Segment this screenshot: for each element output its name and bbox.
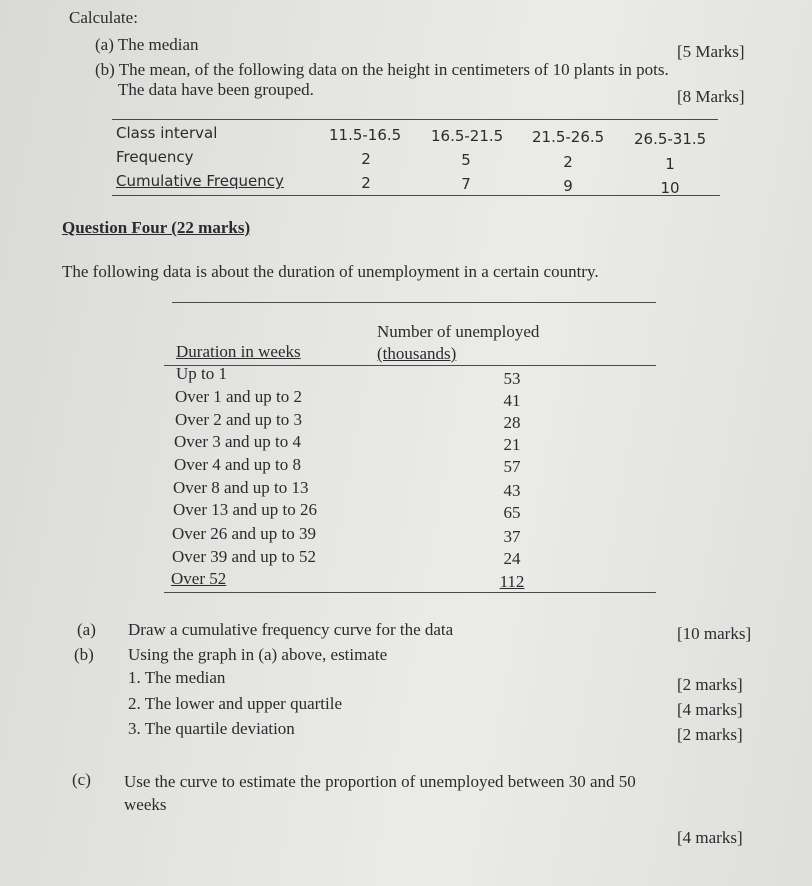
question-b-label: (b) — [74, 645, 94, 664]
table2-duration: Over 39 and up to 52 — [172, 547, 317, 566]
table2-duration: Over 1 and up to 2 — [175, 387, 303, 406]
question-a-text: Draw a cumulative frequency curve for the data — [128, 620, 454, 639]
question-a-label: (a) — [77, 620, 96, 639]
table1-label-class-interval: Class interval — [116, 124, 218, 142]
part-b-text: (b) The mean, of the following data on the height in centimeters of 10 plants in pots. — [95, 60, 669, 79]
part-a-text: (a) The median — [95, 35, 199, 54]
question-b-item-2: 2. The lower and upper quartile — [128, 694, 343, 713]
table2-count: 37 — [503, 527, 521, 546]
table1-cell: 21.5-26.5 — [532, 128, 605, 146]
table2-bottom-rule — [164, 592, 656, 593]
table2-duration: Over 2 and up to 3 — [175, 410, 303, 429]
table2-duration: Over 8 and up to 13 — [173, 478, 309, 497]
table2-duration: Up to 1 — [176, 364, 227, 383]
question-c-text-line2: weeks — [124, 795, 167, 814]
table1-cell: 9 — [563, 177, 573, 195]
table2-count: 65 — [503, 503, 521, 522]
table1-bottom-rule — [112, 195, 720, 196]
table2-count: 53 — [503, 369, 521, 388]
table1-cell: 16.5-21.5 — [431, 127, 504, 145]
table1-cell: 11.5-16.5 — [329, 126, 402, 144]
table2-header-rule — [164, 365, 656, 366]
table2-count: 57 — [503, 457, 521, 476]
table2-duration: Over 3 and up to 4 — [174, 432, 302, 451]
table2-count: 24 — [503, 549, 521, 568]
question-b-item-1-marks: [2 marks] — [677, 675, 743, 694]
table2-duration: Over 4 and up to 8 — [174, 455, 302, 474]
table1-label-frequency: Frequency — [116, 148, 194, 166]
question-b-item-3: 3. The quartile deviation — [128, 719, 295, 738]
question-a-marks: [10 marks] — [677, 624, 752, 643]
table2-count: 41 — [503, 391, 521, 410]
question-b-item-2-marks: [4 marks] — [677, 700, 743, 719]
table1-cell: 1 — [665, 155, 675, 173]
table1-cell: 7 — [461, 175, 471, 193]
table1-cell: 10 — [660, 179, 680, 197]
table2-duration: Over 52 — [171, 569, 227, 588]
table2-count: 28 — [503, 413, 521, 432]
question-c-marks: [4 marks] — [677, 828, 743, 847]
part-b-line2: The data have been grouped. — [118, 80, 314, 99]
question-four-heading: Question Four (22 marks) — [62, 218, 251, 237]
table2-count: 112 — [499, 572, 525, 591]
table2-duration: Over 26 and up to 39 — [172, 524, 317, 543]
question-b-item-3-marks: [2 marks] — [677, 725, 743, 744]
table1-cell: 5 — [461, 151, 471, 169]
question-c-text: Use the curve to estimate the proportion of unemployed between 30 and 50 — [124, 772, 636, 791]
table2-count: 21 — [503, 435, 521, 454]
table2-header-right-line2: (thousands) — [377, 344, 457, 363]
table1-cell: 2 — [361, 174, 371, 192]
table1-cell: 2 — [361, 150, 371, 168]
part-b-marks: [8 Marks] — [677, 87, 745, 106]
table1-label-cumulative: Cumulative Frequency — [116, 172, 284, 190]
question-c-label: (c) — [72, 770, 91, 789]
table2-header-right-line1: Number of unemployed — [377, 322, 540, 341]
table1-cell: 2 — [563, 153, 573, 171]
table1-cell: 26.5-31.5 — [634, 130, 707, 148]
table2-top-rule — [172, 302, 656, 303]
question-b-item-1: 1. The median — [128, 668, 226, 687]
question-b-text: Using the graph in (a) above, estimate — [128, 645, 388, 664]
table2-count: 43 — [503, 481, 521, 500]
table2-header-left: Duration in weeks — [176, 342, 301, 361]
table1-top-rule — [112, 119, 718, 120]
part-a-marks: [5 Marks] — [677, 42, 745, 61]
table2-duration: Over 13 and up to 26 — [173, 500, 318, 519]
calculate-heading: Calculate: — [69, 8, 138, 27]
question-four-intro: The following data is about the duration of unemployment in a certain country. — [62, 262, 599, 281]
